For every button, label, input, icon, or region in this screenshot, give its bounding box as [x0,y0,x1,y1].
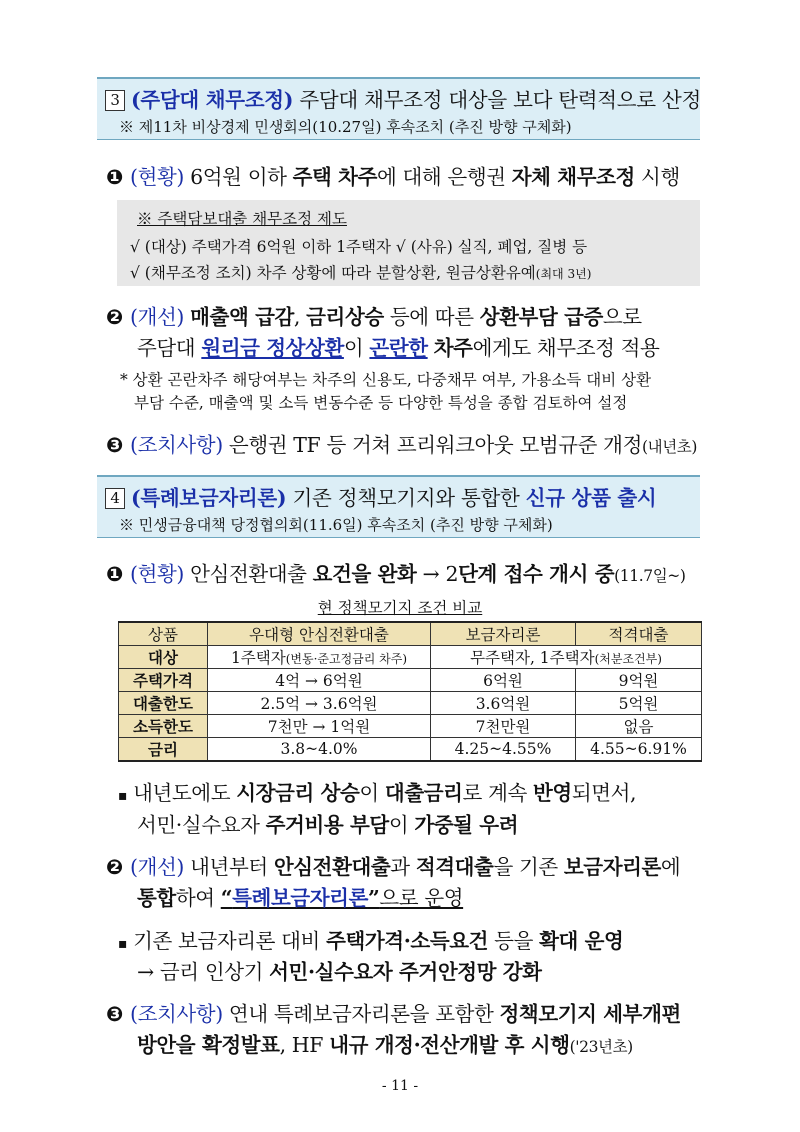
table-row: 대출한도 2.5억 → 3.6억원 3.6억원 5억원 [119,692,702,715]
graybox-row1: √ (대상) 주택가격 6억원 이하 1주택자 √ (사유) 실직, 폐업, 질병 등 [130,238,588,256]
section4-header [97,475,700,538]
s3-item2-note2: 부담 수준, 매출액 및 소득 변동수준 등 다양한 특성을 종합 검토하여 설정 [134,394,628,412]
section4-note: ※ 민생금융대책 당정협의회(11.6일) 후속조치 (추진 방향 구체화) [119,516,553,534]
s4-item3-line2: 방안을 확정발표, HF 내규 개정·전산개발 후 시행('23년초) [137,1033,633,1057]
graybox-row2: √ (채무조정 조치) 차주 상황에 따라 분할상환, 원금상환유예(최대 3년) [130,264,592,282]
s4-bullet2-line2: → 금리 인상기 서민·실수요자 주거안정망 강화 [137,960,542,984]
s3-item2-note1: * 상환 곤란차주 해당여부는 차주의 신용도, 다중채무 여부, 가용소득 대비 상환 [120,371,652,389]
mortgage-debt-adjustment-box [117,200,700,286]
s4-bullet1-line1: ▪ 내년도에도 시장금리 상승이 대출금리로 계속 반영되면서, [118,781,637,805]
section3-note: ※ 제11차 비상경제 민생회의(10.27일) 후속조치 (추진 방향 구체화) [119,118,572,136]
section3-title: 3 (주담대 채무조정) 주담대 채무조정 대상을 보다 탄력적으로 산정 [105,83,701,113]
s4-item2-line1: ❷ (개선) 내년부터 안심전환대출과 적격대출을 기존 보금자리론에 [106,855,681,879]
section3-header [97,77,700,140]
table-row: 대상 1주택자(변동·준고정금리 차주) 무주택자, 1주택자(처분조건부) [119,646,702,669]
graybox-title: ※ 주택담보대출 채무조정 제도 [137,210,347,228]
s3-item2-line1: ❷ (개선) 매출액 급감, 금리상승 등에 따른 상환부담 급증으로 [106,305,642,329]
s3-item1: ❶ (현황) 6억원 이하 주택 차주에 대해 은행권 자체 채무조정 시행 [106,165,680,189]
s4-item3-line1: ❸ (조치사항) 연내 특례보금자리론을 포함한 정책모기지 세부개편 [106,1002,681,1026]
page-number: - 11 - [381,1078,419,1094]
table-row: 주택가격 4억 → 6억원 6억원 9억원 [119,669,702,692]
table-caption: 현 정책모기지 조건 비교 [317,599,483,617]
mortgage-comparison-table [118,621,702,762]
s4-item1: ❶ (현황) 안심전환대출 요건을 완화 → 2단계 접수 개시 중(11.7일~) [106,562,686,586]
s4-bullet1-line2: 서민·실수요자 주거비용 부담이 가중될 우려 [137,813,519,837]
section4-title: 4 (특례보금자리론) 기존 정책모기지와 통합한 신규 상품 출시 [105,481,656,511]
table-header-row [119,622,702,646]
s3-item2-line2: 주담대 원리금 정상상환이 곤란한 차주에게도 채무조정 적용 [137,336,660,360]
section4-number: 4 [105,488,125,509]
section3-number: 3 [105,90,125,111]
col-header: 보금자리론 [431,622,576,646]
s4-bullet2-line1: ▪ 기존 보금자리론 대비 주택가격·소득요건 등을 확대 운영 [118,929,624,953]
col-header: 적격대출 [576,622,702,646]
s4-item2-line2: 통합하여 “특례보금자리론”으로 운영 [137,886,464,910]
col-header: 우대형 안심전환대출 [208,622,431,646]
table-row: 금리 3.8~4.0% 4.25~4.55% 4.55~6.91% [119,738,702,762]
s3-item3: ❸ (조치사항) 은행권 TF 등 거쳐 프리워크아웃 모범규준 개정(내년초) [106,433,697,457]
table-row: 소득한도 7천만 → 1억원 7천만원 없음 [119,715,702,738]
col-header: 상품 [119,622,208,646]
